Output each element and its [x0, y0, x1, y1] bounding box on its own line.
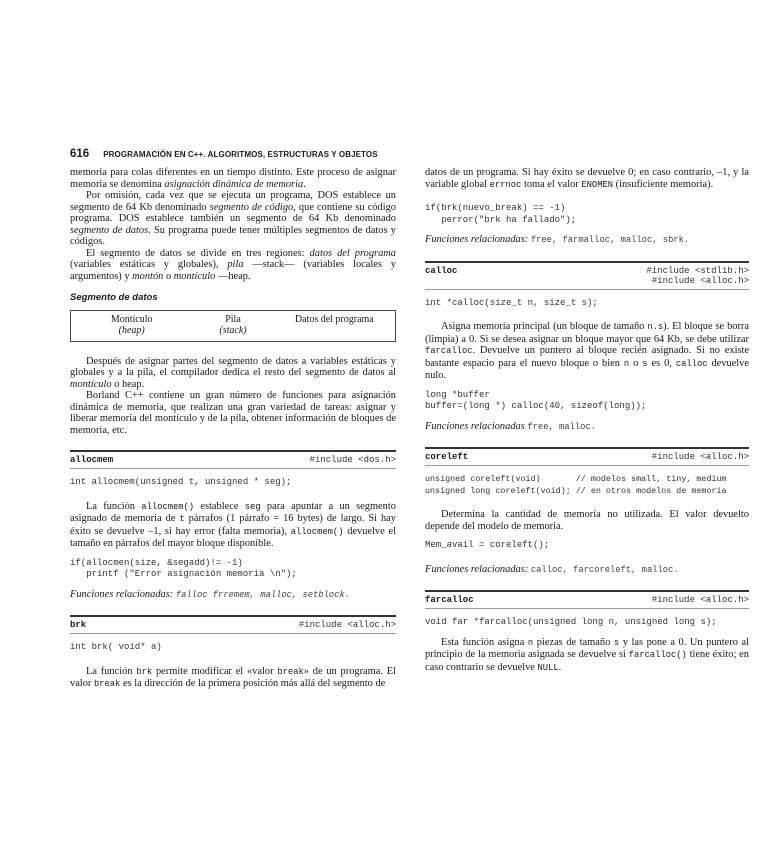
related-functions: Funciones relacionadas: free, farmalloc, malloc, sbrk.	[425, 234, 690, 245]
paragraph: datos de un programa. Si hay éxito se devuelve 0; en caso contrario, –1, y la variable global errnoc toma el valor ENOMEN (insuficiente memoria).	[425, 167, 749, 190]
function-name: calloc	[425, 265, 458, 276]
page-header	[70, 144, 430, 162]
function-header-coreleft	[425, 447, 749, 466]
related-functions: Funciones relacionadas: falloc frremem, malloc, setblock.	[70, 588, 351, 600]
running-title: PROGRAMACIÓN EN C++. ALGORITMOS, ESTRUCTURAS Y OBJETOS	[103, 150, 378, 159]
paragraph: Determina la cantidad de memoria no utilizada. El valor devuelto depende del modelo de memoria.	[425, 509, 749, 532]
code-example: if(brk(nuevo_break) == -1) perror("brk ha fallado");	[425, 203, 577, 225]
function-prototype: int allocmem(unsigned t, unsigned * seg);	[70, 477, 292, 487]
function-name: brk	[70, 620, 87, 630]
include-directive: #include <dos.h>	[309, 455, 396, 465]
code-example: long *buffer buffer=(long *) calloc(40, sizeof(long));	[425, 389, 647, 411]
paragraph: La función allocmem() establece seg para apuntar a un segmento asignado de memoria de t párrafos (1 párrafo = 16 bytes) de largo. Si hay éxito se devuelve –1, si hay error (falta memoria), allocmem() devuelve el tamaño en párrafos del mayor bloque disponible.	[70, 500, 396, 549]
related-functions: Funciones relacionadas free, malloc.	[425, 420, 597, 432]
segment-heap: Montículo (heap)	[110, 313, 153, 336]
include-directive: #include <alloc.h>	[298, 620, 396, 630]
section-heading: Segmento de datos	[70, 292, 158, 303]
function-prototype: int *calloc(size_t n, size_t s);	[425, 297, 598, 308]
function-name: coreleft	[425, 452, 469, 462]
segment-stack: Pila (stack)	[219, 313, 247, 336]
paragraph: Asigna memoria principal (un bloque de tamaño n.s). El bloque se borra (limpia) a 0. Si se desea asignar un bloque mayor que 64 Kb, se debe utilizar farcalloc. Devuelve un puntero al bloque recién asignado. Si no existe bastante espacio para el nuevo bloque o bien n o s es 0, calloc devuelve nulo.	[425, 321, 750, 381]
paragraph: El segmento de datos se divide en tres regiones: datos del programa (variables estáticas y globales), pila —stack— (variables locales y argumentos) y montón o montículo —heap.	[70, 247, 396, 282]
right-column	[425, 167, 749, 674]
function-header-allocmem	[70, 450, 396, 469]
data-segment-diagram	[70, 310, 396, 342]
paragraph: La función brk permite modificar el «valor break» de un programa. El valor break es la dirección de la primera posición más allá del segmento de	[70, 665, 396, 689]
left-column	[70, 167, 396, 691]
related-functions: Funciones relacionadas: calloc, farcoreleft, malloc.	[425, 563, 679, 575]
page-number: 616	[70, 148, 90, 160]
paragraph: memoria para colas diferentes en un tiempo distinto. Este proceso de asignar memoria se denomina asignación dinámica de memoria.	[70, 167, 396, 190]
function-header-brk	[70, 615, 396, 634]
function-prototype: unsigned coreleft(void) // modelos small, tiny, medium unsigned long coreleft(void); // en otros modelos de memoria	[425, 474, 727, 496]
function-prototype: int brk( void* a)	[70, 642, 162, 652]
include-directive: #include <stdlib.h> #include <alloc.h>	[646, 265, 749, 286]
paragraph: Borland C++ contiene un gran número de funciones para asignación dinámica de memoria, que realizan una gran variedad de tareas: asignar y liberar memoria del montículo y de la pila, obtener información de bloques de memoria, etc.	[70, 390, 396, 436]
include-directive: #include <alloc.h>	[651, 595, 749, 605]
function-name: farcalloc	[425, 595, 474, 605]
function-header-farcalloc	[425, 590, 749, 609]
segment-program-data: Datos del programa	[294, 313, 374, 325]
paragraph: Esta función asigna n piezas de tamaño s y las pone a 0. Un puntero al principio de la memoria asignada se devuelve si farcalloc() tiene éxito; en caso contrario se devuelve NULL.	[425, 636, 749, 673]
code-example: if(allocmen(size, &segadd)!= -1) printf ("Error asignación memoria \n");	[70, 557, 297, 579]
paragraph: Después de asignar partes del segmento de datos a variables estáticas y globales y a la pila, el compilador dedica el resto del segmento de datos al montículo o heap.	[70, 355, 396, 390]
function-header-calloc	[425, 261, 749, 290]
include-directive: #include <alloc.h>	[651, 452, 749, 462]
code-example: Mem_avail = coreleft();	[425, 540, 550, 550]
function-prototype: void far *farcalloc(unsigned long n, unsigned long s);	[425, 617, 717, 627]
paragraph: Por omisión, cada vez que se ejecuta un programa, DOS establece un segmento de 64 Kb denominado segmento de código, que contiene su código programa. DOS establece también un segmento de 64 Kb denominado segmento de datos. Su programa puede tener múltiples segmentos de datos y códigos.	[70, 190, 397, 247]
function-name: allocmem	[70, 455, 114, 465]
